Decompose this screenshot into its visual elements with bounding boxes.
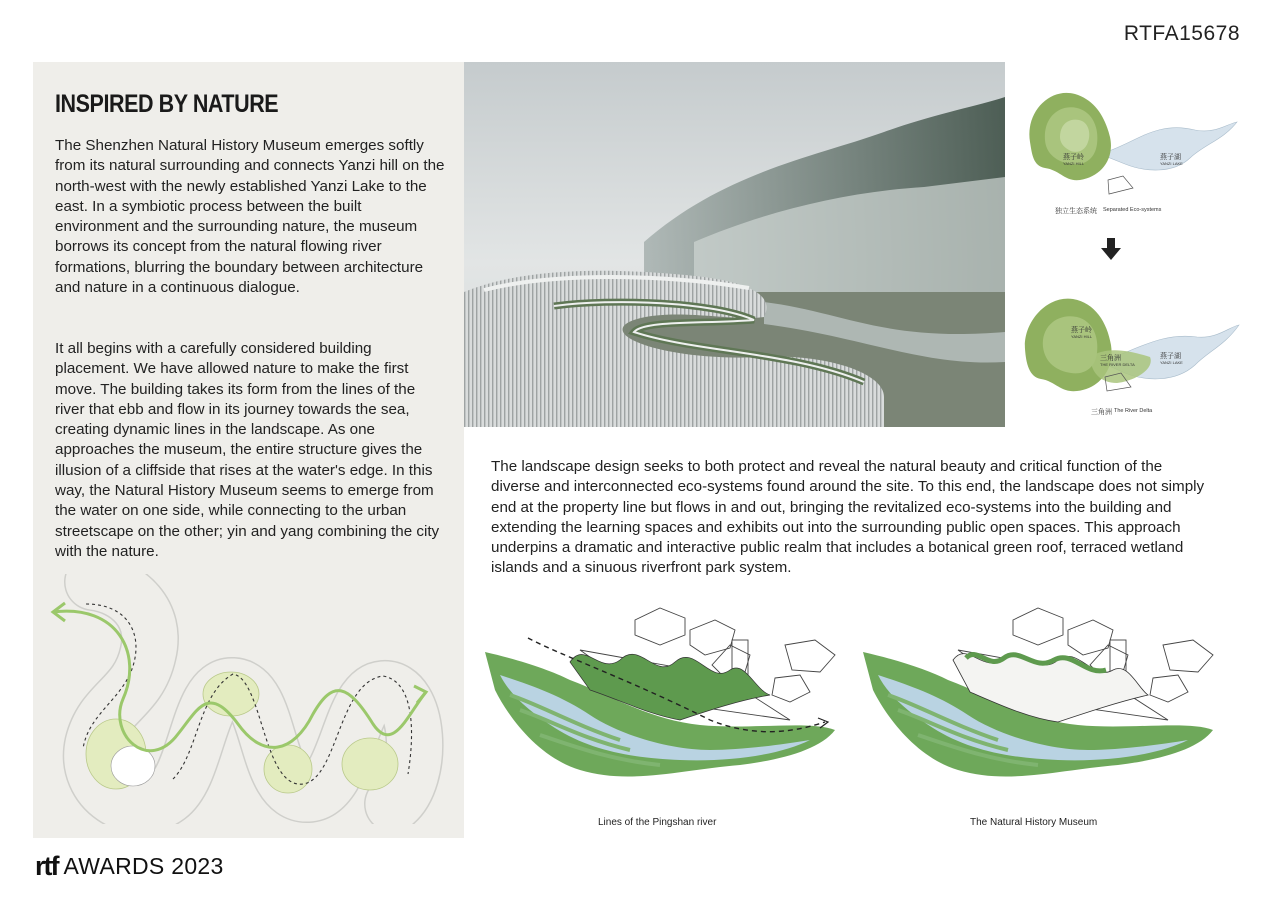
right-diagram-caption: The Natural History Museum [970, 817, 1098, 828]
eco-system-diagram [1005, 62, 1241, 427]
landscape-paragraph: The landscape design seeks to both protect and reveal the natural beauty and critical function of the diverse and interconnected eco-systems found around the site. To this end, the landscape does not simply end at the property line but flows in and out, bringing the revitalized eco-systems into the building and extending the learning spaces and exhibits out into the surrounding public open spaces. This approach underpins a dramatic and interactive public realm that includes a botanical green roof, terraced wetland islands and a sinuous riverfront park system. [491, 458, 1205, 577]
museum-diagram [858, 600, 1218, 810]
bottom-hill-label-en: YANZI HILL [1071, 334, 1093, 339]
intro-paragraph: The Shenzhen Natural History Museum emerges softly from its natural surrounding and connects Yanzi hill on the north-west with the newly established Yanzi Lake to the east. In a symbiotic process between the built environment and the surrounding nature, the museum borrows its concept from the natural flowing river formations, blurring the boundary between architecture and nature in a continuous dialogue. [55, 137, 445, 297]
top-caption-cn: 独立生态系统 [1055, 208, 1097, 215]
down-arrow-icon [1101, 238, 1121, 260]
top-lake-label-en: YANZI LAKE [1160, 161, 1183, 166]
museum-render-photo [464, 62, 1005, 427]
eco-map-top [1005, 62, 1241, 202]
pingshan-river-diagram [480, 600, 840, 810]
bottom-delta-label-en: THE RIVER DELTA [1100, 362, 1135, 367]
rtf-logo: rtf [35, 850, 58, 881]
bottom-lake-label-en: YANZI LAKE [1160, 360, 1183, 365]
bottom-caption-cn: 三角洲 [1091, 409, 1112, 416]
bottom-caption-en: The River Delta [1114, 408, 1153, 414]
top-hill-label-en: YANZI HILL [1063, 161, 1085, 166]
footer-brand [35, 850, 224, 882]
top-caption-en: Separated Eco-systems [1103, 207, 1162, 213]
bottom-hill-label-cn: 燕子岭 [1071, 327, 1092, 334]
bottom-delta-label-cn: 三角洲 [1100, 355, 1121, 362]
eco-map-bottom [1005, 277, 1241, 402]
left-diagram-caption: Lines of the Pingshan river [598, 817, 717, 828]
section-title: INSPIRED BY NATURE [55, 90, 279, 118]
bottom-lake-label-cn: 燕子湖 [1160, 353, 1181, 360]
top-hill-label-cn: 燕子岭 [1063, 154, 1084, 161]
placement-paragraph: It all begins with a carefully considered building placement. We have allowed nature to make the first move. The building takes its form from the lines of the river that ebb and flow in its journey towards the sea, creating dynamic lines in the landscape. As one approaches the museum, the entire structure gives the illusion of a cliffside that rises at the water's edge. In this way, the Natural History Museum seems to emerge from the water on one side, while connecting to the urban streetscape on the other; yin and yang combining the city with the nature. [55, 340, 440, 560]
river-form-diagram [48, 574, 448, 824]
top-lake-label-cn: 燕子湖 [1160, 154, 1181, 161]
project-code: RTFA15678 [1123, 22, 1240, 45]
left-panel [33, 62, 464, 838]
awards-label: AWARDS 2023 [63, 852, 224, 879]
